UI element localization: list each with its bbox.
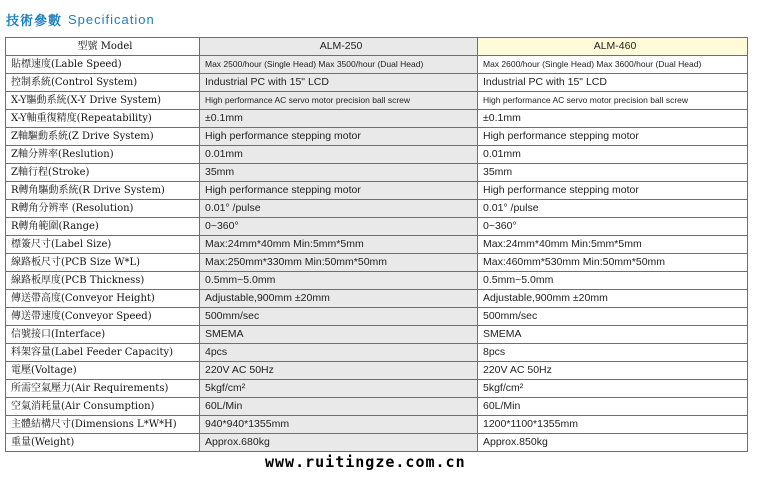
row-label: R轉角驅動系統(R Drive System) — [6, 182, 200, 200]
row-value-model-a: High performance AC servo motor precision ball screw — [200, 92, 478, 110]
row-label: Z軸行程(Stroke) — [6, 164, 200, 182]
row-label: 空氣消耗量(Air Consumption) — [6, 398, 200, 416]
table-row — [6, 110, 748, 128]
row-value-model-b: 0.01mm — [478, 146, 748, 164]
row-label: X-Y軸重復精度(Repeatability) — [6, 110, 200, 128]
row-value-model-a: 0.01° /pulse — [200, 200, 478, 218]
row-value-model-b: 500mm/sec — [478, 308, 748, 326]
row-value-model-b: SMEMA — [478, 326, 748, 344]
table-row — [6, 146, 748, 164]
row-value-model-b: 220V AC 50Hz — [478, 362, 748, 380]
row-value-model-a: High performance stepping motor — [200, 128, 478, 146]
table-row — [6, 236, 748, 254]
row-value-model-a: Approx.680kg — [200, 434, 478, 452]
row-value-model-a: 0.01mm — [200, 146, 478, 164]
row-value-model-a: 4pcs — [200, 344, 478, 362]
table-row — [6, 380, 748, 398]
row-value-model-a: 940*940*1355mm — [200, 416, 478, 434]
table-row — [6, 326, 748, 344]
row-value-model-a: Max:250mm*330mm Min:50mm*50mm — [200, 254, 478, 272]
table-row — [6, 308, 748, 326]
row-label: R轉角範圍(Range) — [6, 218, 200, 236]
table-row — [6, 182, 748, 200]
row-value-model-b: 0.01° /pulse — [478, 200, 748, 218]
header-model-b: ALM-460 — [478, 38, 748, 56]
row-value-model-b: ±0.1mm — [478, 110, 748, 128]
watermark-url: www.ruitingze.com.cn — [265, 453, 466, 471]
row-value-model-b: 1200*1100*1355mm — [478, 416, 748, 434]
row-value-model-a: 0.5mm~5.0mm — [200, 272, 478, 290]
table-row — [6, 398, 748, 416]
row-label: 重量(Weight) — [6, 434, 200, 452]
row-label: 信號接口(Interface) — [6, 326, 200, 344]
row-value-model-a: Max:24mm*40mm Min:5mm*5mm — [200, 236, 478, 254]
row-value-model-b: Max:460mm*530mm Min:50mm*50mm — [478, 254, 748, 272]
row-label: R轉角分辨率 (Resolution) — [6, 200, 200, 218]
row-value-model-b: Max 2600/hour (Single Head) Max 3600/hour (Dual Head) — [478, 56, 748, 74]
row-value-model-b: High performance AC servo motor precision ball screw — [478, 92, 748, 110]
row-label: X-Y驅動系統(X-Y Drive System) — [6, 92, 200, 110]
row-value-model-a: ±0.1mm — [200, 110, 478, 128]
row-label: 料架容量(Label Feeder Capacity) — [6, 344, 200, 362]
table-row — [6, 272, 748, 290]
row-value-model-b: Adjustable,900mm ±20mm — [478, 290, 748, 308]
row-value-model-b: High performance stepping motor — [478, 182, 748, 200]
table-row — [6, 218, 748, 236]
row-value-model-a: SMEMA — [200, 326, 478, 344]
table-row — [6, 200, 748, 218]
table-row — [6, 92, 748, 110]
row-value-model-a: 0~360° — [200, 218, 478, 236]
table-header-row — [6, 38, 748, 56]
page-title — [6, 9, 155, 29]
table-row — [6, 362, 748, 380]
header-label: 型號 Model — [6, 38, 200, 56]
row-value-model-b: Approx.850kg — [478, 434, 748, 452]
row-value-model-a: 500mm/sec — [200, 308, 478, 326]
row-value-model-b: 5kgf/cm² — [478, 380, 748, 398]
table-row — [6, 434, 748, 452]
row-label: 貼標速度(Lable Speed) — [6, 56, 200, 74]
row-value-model-a: 60L/Min — [200, 398, 478, 416]
row-label: 線路板尺寸(PCB Size W*L) — [6, 254, 200, 272]
row-value-model-b: 8pcs — [478, 344, 748, 362]
table-row — [6, 74, 748, 92]
table-row — [6, 128, 748, 146]
row-value-model-b: 35mm — [478, 164, 748, 182]
table-row — [6, 416, 748, 434]
row-label: Z軸驅動系統(Z Drive System) — [6, 128, 200, 146]
row-label: 標簽尺寸(Label Size) — [6, 236, 200, 254]
row-value-model-a: Adjustable,900mm ±20mm — [200, 290, 478, 308]
row-label: 傳送帶速度(Conveyor Speed) — [6, 308, 200, 326]
row-label: 所需空氣壓力(Air Requirements) — [6, 380, 200, 398]
title-chinese: 技術參數 — [6, 13, 63, 29]
row-value-model-b: 0~360° — [478, 218, 748, 236]
title-english: Specification — [68, 11, 155, 27]
row-value-model-a: 5kgf/cm² — [200, 380, 478, 398]
table-row — [6, 164, 748, 182]
row-label: 電壓(Voltage) — [6, 362, 200, 380]
row-value-model-a: 35mm — [200, 164, 478, 182]
row-value-model-b: Industrial PC with 15" LCD — [478, 74, 748, 92]
table-row — [6, 56, 748, 74]
row-value-model-b: Max:24mm*40mm Min:5mm*5mm — [478, 236, 748, 254]
row-value-model-b: 60L/Min — [478, 398, 748, 416]
row-label: 主體結構尺寸(Dimensions L*W*H) — [6, 416, 200, 434]
table-row — [6, 344, 748, 362]
row-value-model-b: High performance stepping motor — [478, 128, 748, 146]
row-label: 控制系統(Control System) — [6, 74, 200, 92]
row-value-model-a: Max 2500/hour (Single Head) Max 3500/hour (Dual Head) — [200, 56, 478, 74]
row-value-model-b: 0.5mm~5.0mm — [478, 272, 748, 290]
table-row — [6, 290, 748, 308]
row-value-model-a: Industrial PC with 15" LCD — [200, 74, 478, 92]
row-label: Z軸分辨率(Reslution) — [6, 146, 200, 164]
row-value-model-a: 220V AC 50Hz — [200, 362, 478, 380]
row-label: 線路板厚度(PCB Thickness) — [6, 272, 200, 290]
row-label: 傳送帶高度(Conveyor Height) — [6, 290, 200, 308]
row-value-model-a: High performance stepping motor — [200, 182, 478, 200]
table-row — [6, 254, 748, 272]
spec-table — [5, 37, 748, 452]
header-model-a: ALM-250 — [200, 38, 478, 56]
